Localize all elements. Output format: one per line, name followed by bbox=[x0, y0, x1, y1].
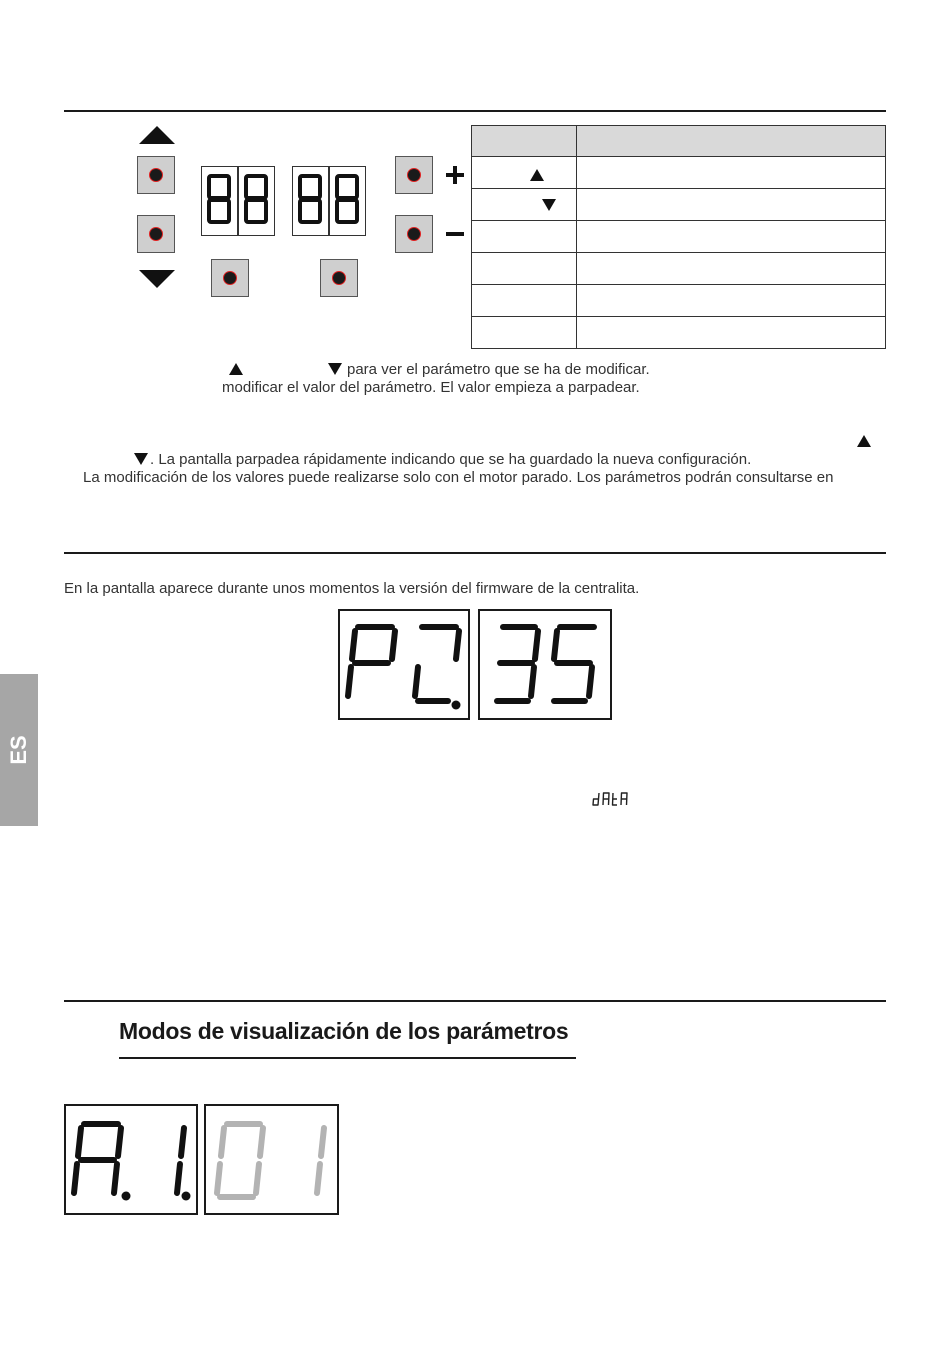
up-arrow-icon bbox=[857, 435, 871, 447]
instruction-line-1: para ver el parámetro que se ha de modificar. bbox=[347, 361, 650, 378]
heading-underline bbox=[119, 1057, 576, 1059]
table-row bbox=[472, 317, 886, 349]
table-row bbox=[472, 285, 886, 317]
button-led-icon bbox=[407, 227, 421, 241]
right-bottom-button[interactable] bbox=[320, 259, 358, 297]
down-arrow-icon bbox=[542, 199, 556, 211]
up-button[interactable] bbox=[137, 156, 175, 194]
button-led-icon bbox=[223, 271, 237, 285]
language-tab bbox=[0, 674, 38, 826]
parameter-table bbox=[471, 125, 886, 349]
data-mode-label bbox=[592, 791, 632, 807]
minus-icon bbox=[446, 232, 464, 236]
table-row bbox=[472, 157, 886, 189]
button-led-icon bbox=[332, 271, 346, 285]
down-arrow-icon bbox=[328, 363, 342, 375]
up-arrow-icon bbox=[530, 169, 544, 181]
plus-button[interactable] bbox=[395, 156, 433, 194]
down-arrow-icon bbox=[134, 453, 148, 465]
table-header-row bbox=[472, 126, 886, 157]
minus-button[interactable] bbox=[395, 215, 433, 253]
up-arrow-icon bbox=[229, 363, 243, 375]
down-arrow-icon bbox=[139, 270, 175, 288]
up-arrow-icon bbox=[139, 126, 175, 144]
left-bottom-button[interactable] bbox=[211, 259, 249, 297]
table-row bbox=[472, 189, 886, 221]
param-display-segments bbox=[64, 1104, 339, 1215]
section-divider-top bbox=[64, 110, 886, 112]
section-heading: Modos de visualización de los parámetros bbox=[119, 1018, 569, 1044]
plus-icon bbox=[446, 166, 464, 184]
section-divider-firmware bbox=[64, 552, 886, 554]
firmware-version-segments bbox=[338, 609, 612, 720]
language-tab-label: ES bbox=[6, 735, 31, 765]
down-button[interactable] bbox=[137, 215, 175, 253]
instruction-line-2: modificar el valor del parámetro. El valor empieza a parpadear. bbox=[222, 379, 640, 396]
button-led-icon bbox=[149, 168, 163, 182]
table-row bbox=[472, 221, 886, 253]
panel-seven-segment-display bbox=[201, 166, 369, 237]
firmware-intro-text: En la pantalla aparece durante unos momentos la versión del firmware de la centralita. bbox=[64, 580, 640, 597]
table-row bbox=[472, 253, 886, 285]
instruction-line-4: La modificación de los valores puede realizarse solo con el motor parado. Los parámetros podrán consultarse en bbox=[83, 469, 834, 486]
button-led-icon bbox=[407, 168, 421, 182]
instruction-line-3: . La pantalla parpadea rápidamente indicando que se ha guardado la nueva configuración. bbox=[150, 451, 752, 468]
section-divider-modes bbox=[64, 1000, 886, 1002]
button-led-icon bbox=[149, 227, 163, 241]
